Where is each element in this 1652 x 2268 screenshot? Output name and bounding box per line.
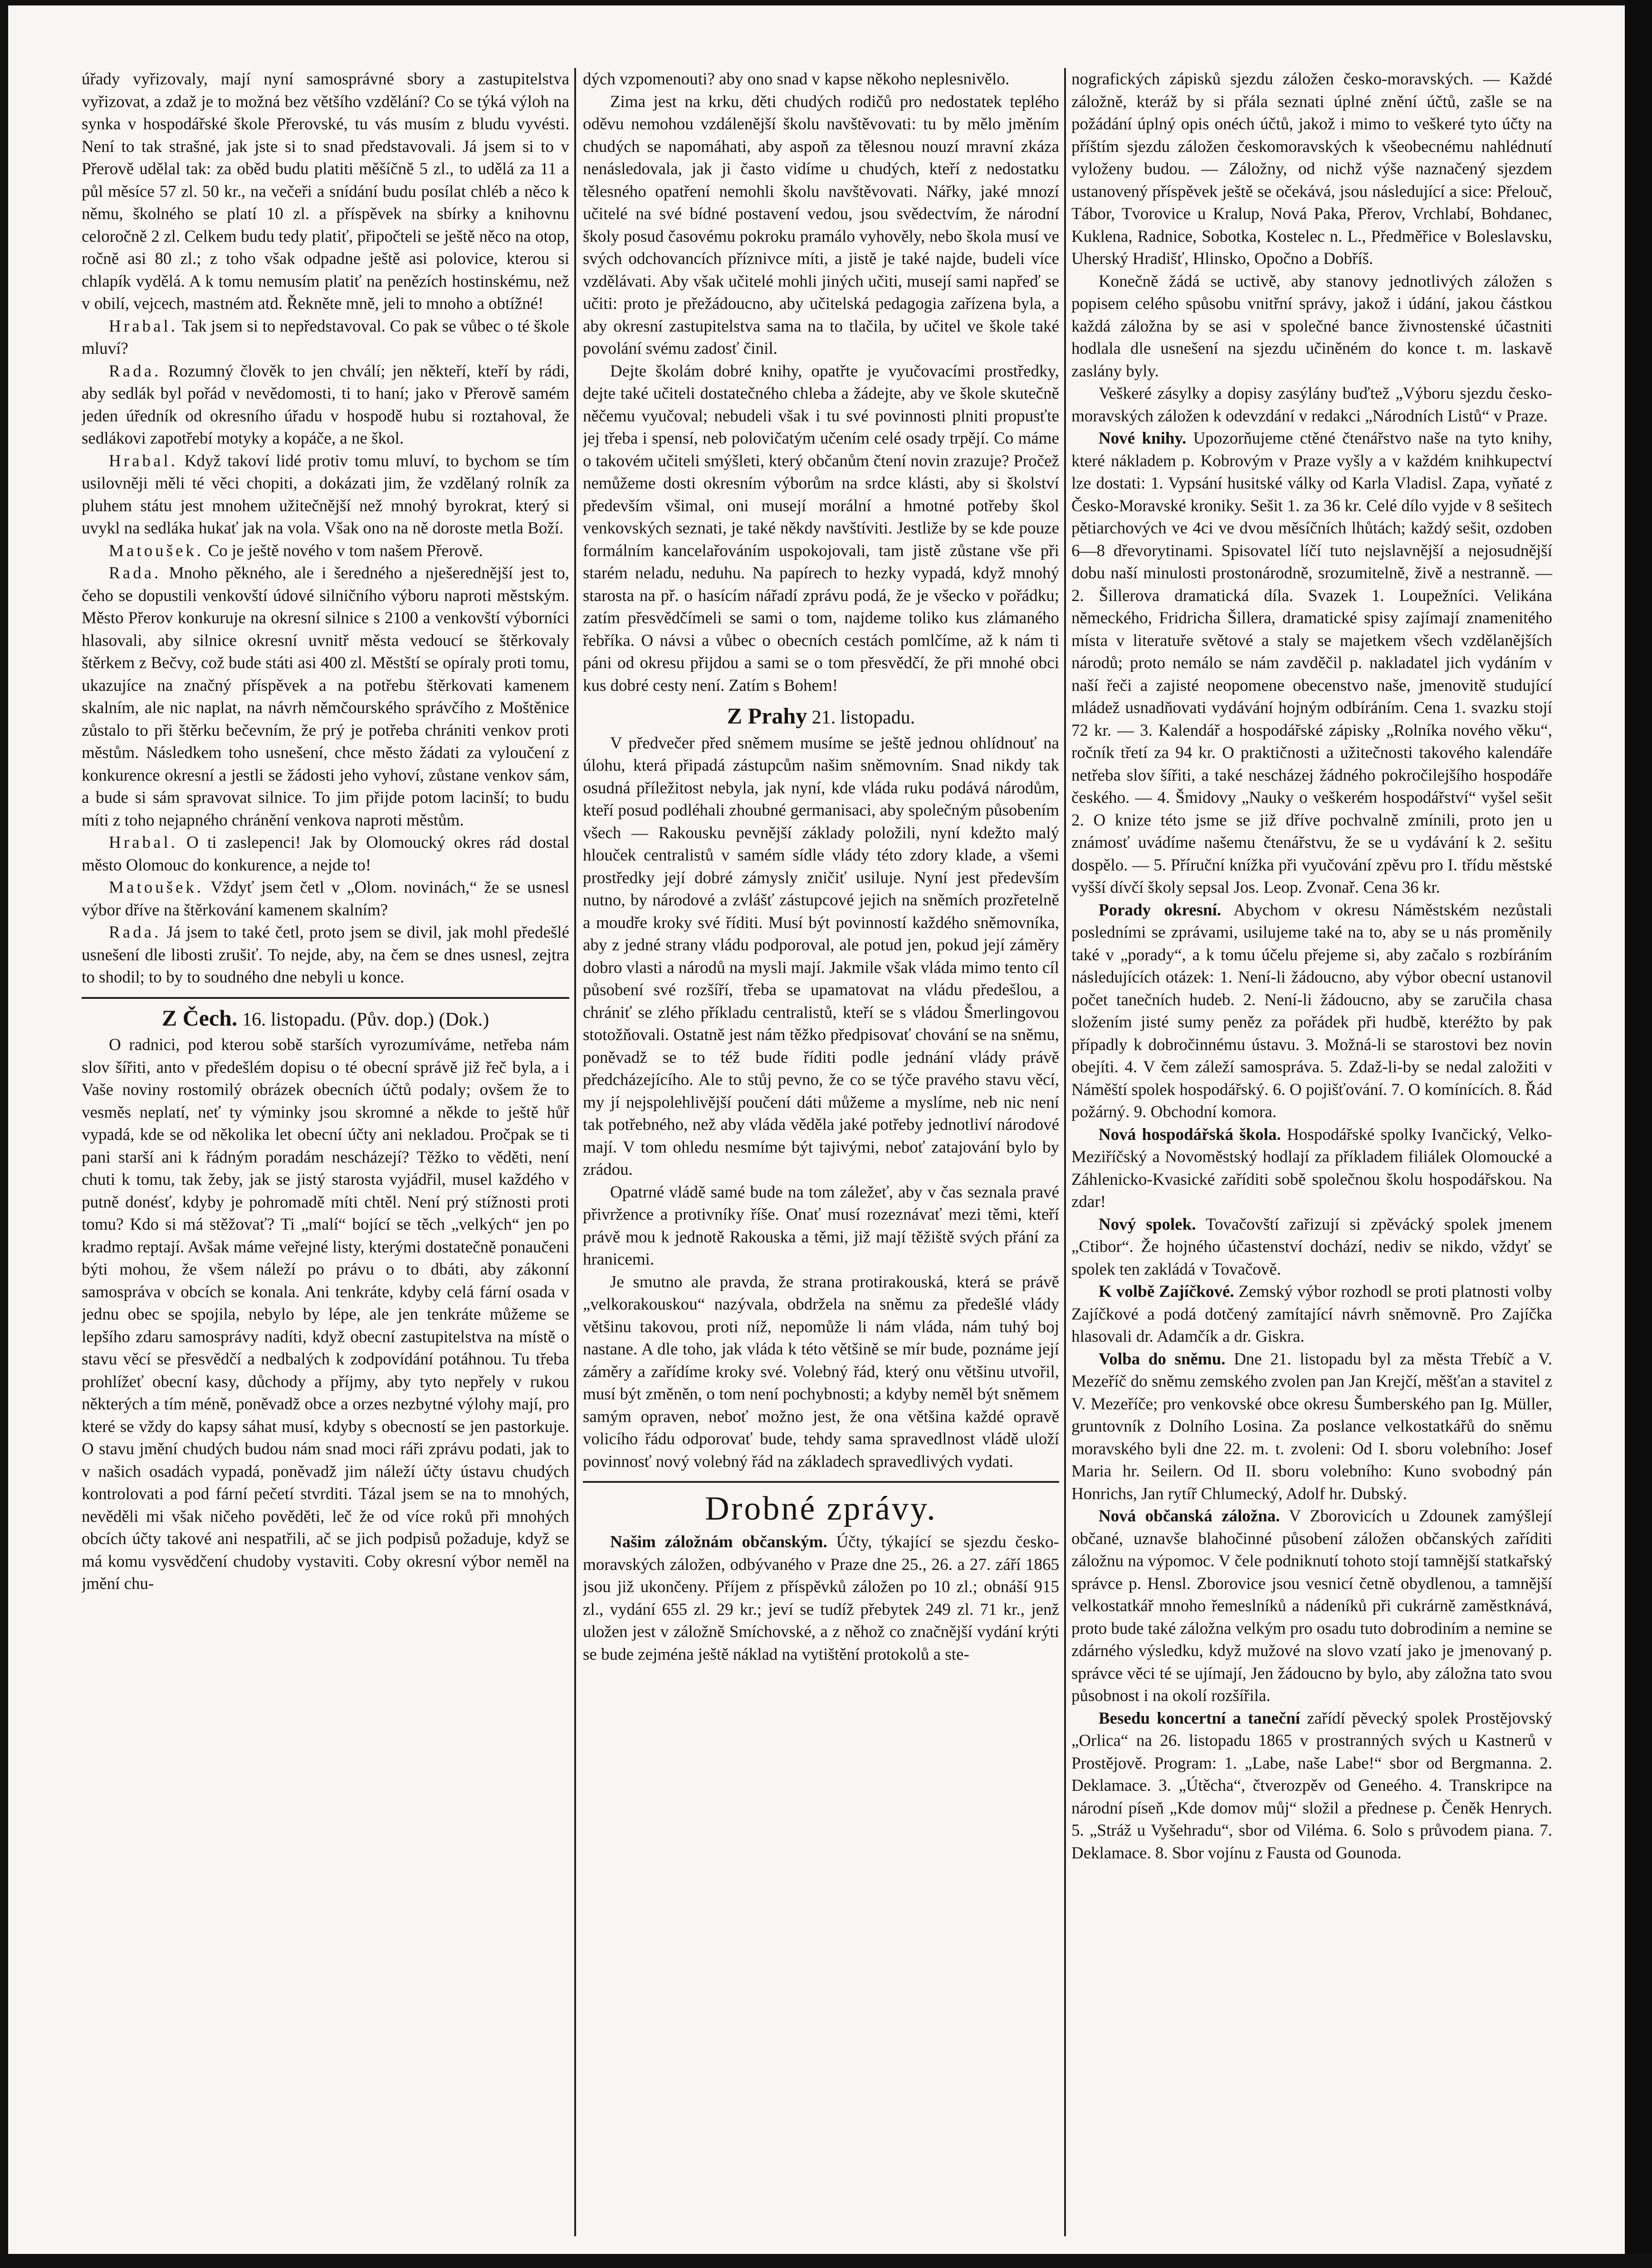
- speaker-name: Matoušek.: [109, 878, 204, 897]
- dialogue-text: Co je ještě nového v tom našem Přerově.: [208, 541, 483, 560]
- news-item-text: Hospodářské spolky Ivančický, Velko-Meziříčský a Novoměstský hodlají za příkladem filiálek Olomoucké a Záhlenicko-Kvasické zaříditi sobě společnou školu hospodářskou. Na zdar!: [1071, 1125, 1552, 1211]
- dialogue-paragraph: [82, 562, 569, 831]
- paragraph: Veškeré zásylky a dopisy zasýlány buďtež „Výboru sjezdu česko-moravských záložen k odevzdání v redakci „Národních Listů“ v Praze.: [1071, 384, 1552, 425]
- dialogue-paragraph: [82, 360, 569, 450]
- column-middle: [583, 68, 1059, 2236]
- news-item: [583, 1531, 1059, 1666]
- column-rule-left: [574, 68, 576, 2236]
- dialogue-text: Když takoví lidé protiv tomu mluví, to bychom se tím usilovněji měli té věci chopiti, a dokázati jim, že vzdělaný rolník za pluhem státu jest mnohem užitečnější než mnohý byrokrat, který si uvykl na sedláka hukať jak na vola. Však ono na ně doroste metla Boží.: [82, 451, 569, 538]
- news-item: [1071, 1707, 1552, 1865]
- speaker-name: Matoušek.: [109, 541, 204, 560]
- speaker-name: Hrabal.: [109, 833, 178, 852]
- dialogue-text: Rozumný člověk to jen chválí; jen někteří, kteří by rádi, aby sedlák byl pořád v nevědomosti, ti to haní; jako v Přerově samém jeden úředník od okresního úřadu v hospodě hubu si roztahoval, že sedlákovi zapotřebí motyky a kopáče, a ne škol.: [82, 362, 569, 448]
- news-item-text: zařídí pěvecký spolek Prostějovský „Orlica“ na 26. listopadu 1865 v prostranných svých u Kastnerů v Prostějově. Program: 1. „Labe, naše Labe!“ sbor od Bergmanna. 2. Deklamace. 3. „Útěcha“, čtverozpěv od Geneého. 4. Transkripce na národní píseň „Kde domov můj“ složil a přednese p. Čeněk Henrych. 5. „Stráž u Vyšehradu“, sbor od Viléma. 6. Solo s průvodem piana. 7. Deklamace. 8. Sbor vojínu z Fausta od Gounoda.: [1071, 1709, 1552, 1862]
- dialogue-text: O ti zaslepenci! Jak by Olomoucký okres rád dostal město Olomouc do konkurence, a nejde to!: [82, 833, 569, 875]
- news-item-lead: Nový spolek.: [1099, 1215, 1196, 1234]
- news-item: [1071, 1281, 1552, 1348]
- news-item-text: Abychom v okresu Náměstském nezůstali posledními se zprávami, usilujeme také na to, aby se u nás proměnily také v „porady“, a k tomu účelu přejeme si, aby začalo s rozbíráním následujících otázek: 1. Není-li žádoucno, aby výbor obecní ustanovil počet tanečních hudeb. 2. Není-li žádoucno, aby se zaručila chasa složením jisté sumy peněz za pořádek při hudbě, kteréžto by pak případly k dobročinnému ústavu. 3. Možná-li se starostovi bez novin obejíti. 4. V čem záleží samospráva. 5. Zdaž-li-by se nedal založiti v Náměští spolek hospodářský. 6. O pojišťování. 7. O komínících. 8. Řád požárný. 9. Obchodní komora.: [1071, 900, 1552, 1121]
- section-title-drobne-zpravy: Drobné zprávy.: [705, 1490, 937, 1527]
- news-item: [1071, 899, 1552, 1124]
- paragraph: Dejte školám dobré knihy, opatřte je vyučovacími prostředky, dejte také učiteli dostatečného chleba a žádejte, aby ve škole skutečně něčemu vyučoval; nebudeli však i tu své povinnosti plniti propusťte jej třeba i spensí, neb polovičatým učením celé osady trpějí. Co máme o takovém učiteli smýšleti, který občanům čtení novin zrazuje? Pročež nemůžeme dosti okresním výborům na srdce klásti, aby si školství především všimal, oni musejí morální a hmotné potřeby škol venkovských seznati, je také někdy navštíviti. Jestliže by se kde pouze formálním kancelařováním uspokojovali, tam jistě zůstane vše při starém neladu, neduhu. Na papírech to hezky vypadá, když mnohý starosta na př. o hasícím nářadí zprávu podá, že je všecko v pořádku; zatím přesvědčímeli se sami o tom, najdeme toliko kus zlámaného řebříka. O návsi a vůbec o obecních cestách pomlčíme, až k nám ti páni od okresu přijdou a sami se o tom přesvědčí, že při mnohé obci kus dobré cesty není. Zatím s Bohem!: [583, 362, 1059, 695]
- column-rule-right: [1064, 68, 1066, 2236]
- news-item-text: V Zborovicích u Zdounek zamýšlejí občané, uznavše blahočinné působení záložen občanských zaříditi záložnu na výpomoc. V čele podniknutí tohoto stojí tamnější statkařský správce p. Hensl. Zborovice jsou vesnicí četně obydlenou, a tamnější velkostatkář mnoho řemeslníků a nádeníků při cukrárně zaměstknává, proto bude také záložna velkým pro osadu tuto dobrodiním a nemine se zdárného výsledku, když mužové na slovo vzatí jako je jmenovaný p. správce věci té se ujímají, Jen žádoucno by bylo, aby záložna tato svou působnost i na okolí rozšířila.: [1071, 1507, 1552, 1705]
- speaker-name: Rada.: [109, 362, 161, 381]
- news-item-lead: Volba do sněmu.: [1099, 1349, 1226, 1369]
- dialogue-paragraph: [82, 921, 569, 989]
- news-item: [1071, 1505, 1552, 1707]
- news-item-lead: K volbě Zajíčkové.: [1099, 1282, 1234, 1301]
- scan-border-right: [1625, 0, 1652, 2268]
- paragraph: O radnici, pod kterou sobě starších vyrozumíváme, netřeba nám slov šířiti, anto v předešlém dopisu o té obecní správě již řeč byla, a i Vaše noviny rostomilý obrázek obecních účtů podaly; ovšem že to vesměs neplatí, neť ty výminky jsou skromné a někde to ještě hůř vypadá, kde se od několika let obecní účty ani nekladou. Pročpak se ti pani starší ani k řádným poradám nescházejí? Těžko to věděti, není chuti k tomu, tak žeby, jak se jistý starosta vyjádřil, musel každého v putně donésť, kdyby je pohromadě míti chtěl. Není prý stížnosti proti tomu? Kdo si má stěžovať? Ti „malí“ bojící se těch „velkých“ jen po kradmo reptají. Avšak máme veřejné listy, kterými dostatečně ponaučeni býti mohou, že všem náleží po právu o to dbáti, aby zákonní samospráva v obcích se konala. Ani tenkráte, kdyby celá fární osada v jednu obec se spojila, nebylo by lépe, ale jen tenkráte můžeme se lepšího zdaru samosprávy nadíti, když obecní zastupitelstva na místě o stavu věcí se přesvědčí a nedbalých k zodpovídání potáhnou. Tu třeba prohlížeť obecní kasy, důchody a příjmy, aby tyto nepřely v rukou některých a tím méně, poněvadž obce a orzes nezbytné výlohy mají, pro které se vždy do kapsy sáhat musí, kdyby s obecností se jen pastorkuje. O stavu jmění chudých budou nám snad moci ráři zprávu podati, jak to v našich osadách vypadá, poněvadž jim náleží účty ústavu chudých kontrolovati a pod fární pečetí stvrditi. Tázal jsem se na to mnohých, nevěděli mi však ničeho pověděti, leč že od více roků při mnohých obcích účty takové ani nespatřili, ač se jich podpisů požaduje, když se má komu vysvědčení chudoby vystaviti. Coby okresní výbor neměl na jmění chu-: [82, 1036, 569, 1593]
- column-right: [1071, 68, 1552, 2236]
- news-item-lead: Nová hospodářská škola.: [1099, 1125, 1281, 1144]
- paragraph: dých vzpomenouti? aby ono snad v kapse někoho neplesnivělo.: [583, 70, 1010, 88]
- paragraph: Konečně žádá se uctivě, aby stanovy jednotlivých záložen s popisem celého spůsobu vnitřní správy, jakož i údání, jakou částkou každá záložna by se asi v společné bance živnostenské účastniti hodlala dle usnešení na sjezdu učiněném do konce t. m. laskavě zaslány byly.: [1071, 272, 1552, 381]
- scan-border-left: [0, 0, 8, 2268]
- dialogue-paragraph: [82, 315, 569, 360]
- news-item-lead: Našim záložnám občanským.: [610, 1533, 827, 1551]
- paragraph: Je smutno ale pravda, že strana protirakouská, která se právě „velkorakouskou“ nazývala, obdržela na sněmu za předešlé vlády většinu takovou, proti níž, nepomůže li nám vláda, nám tuhý boj nastane. A dle toho, jak vláda k této většině se mír bude, poznáme její záměry a zařídíme kroky své. Volebný řád, který onu většinu utvořil, musí být změněn, o tom není pochybnosti; a kdyby neměl být sněmem samým opraven, neboť možno jest, že ona většina každé opravě volicího řádu odporovať bude, tehdy sama spravedlnost vládě uloží povinnosť nový volebný řád na základech spravedlivých vydati.: [583, 1272, 1059, 1471]
- dialogue-text: Tak jsem si to nepředstavoval. Co pak se vůbec o té škole mluví?: [82, 317, 569, 358]
- news-item: [1071, 427, 1552, 899]
- news-item-text: Dne 21. listopadu byl za města Třebíč a V. Mezeříč do sněmu zemského zvolen pan Jan Krejčí, měšťan a stavitel z V. Mezeříče; pro venkovské obce okresu Šumberského pan Ig. Müller, gruntovník z Dolního Losina. Za poslance velkostatkářů do sněmu moravského byli dne 22. m. t. zvoleni: Od I. sboru volebního: Josef Maria hr. Seilern. Od II. sboru volebního: Kuno svobodný pán Honrichs, Jan rytíř Chlumecký, Adolf hr. Dubský.: [1071, 1349, 1552, 1503]
- section-heading-z-cech: [82, 1007, 569, 1031]
- dialogue-text: Já jsem to také četl, proto jsem se divil, jak mohl předešlé usnešení dle libosti zrušiť. To nejde, aby, na čem se dnes usnesl, zejtra to shodil; to by to soudného dne nebyli u konce.: [82, 923, 569, 987]
- news-item-text: Zemský výbor rozhodl se proti platnosti volby Zajíčkové a podá dotčený zamítající návrh sněmovně. Pro Zajíčka hlasovali dr. Adamčík a dr. Giskra.: [1071, 1282, 1552, 1346]
- paragraph: nografických zápisků sjezdu záložen česko-moravských. — Každé záložně, kteráž by si přála seznati úplné znění účtů, zašle se na požádání úplný opis onéch účtů, jakož i mimo to veškeré tyto účty na příštím sjezdu záložen českomoravských k všeobecnému nahlédnutí vyloženy budou. — Záložny, od nichž výše naznačený sjezdem ustanovený příspěvek ještě se očekává, jsou následující a sice: Přelouč, Tábor, Tvorovice u Kralup, Nová Paka, Přerov, Vrchlabí, Bohdanec, Kuklena, Radnice, Sobotka, Kostelec n. L., Předměřice v Boleslavsku, Uherský Hradišť, Hlinsko, Opočno a Dobříš.: [1071, 70, 1552, 268]
- news-item-lead: Besedu koncertní a taneční: [1099, 1709, 1300, 1728]
- heading-place: Z Čech.: [161, 1005, 238, 1031]
- section-divider: [583, 1481, 1059, 1483]
- heading-dateline: 16. listopadu. (Pův. dop.) (Dok.): [242, 1009, 489, 1030]
- column-left: [82, 68, 569, 2236]
- section-heading-z-prahy: [583, 705, 1059, 729]
- news-item-text: Účty, týkající se sjezdu česko-moravských záložen, odbývaného v Praze dne 25., 26. a 27. září 1865 jsou již ukončeny. Příjem z příspěvků záložen po 10 zl.; obnáší 915 zl., vydání 655 zl. 29 kr.; jeví se tudíž přebytek 249 zl. 71 kr., jenž uložen jest v záložně Smíchovské, a z něhož co značnější vydání krýti se bude zejména ještě náklad na vytištění protokolů a ste-: [583, 1533, 1059, 1664]
- speaker-name: Rada.: [109, 564, 161, 582]
- news-item-text: Tovačovští zařizují si zpěvácký spolek jmenem „Ctibor“. Že hojného účastenství dochází, nediv se nikdo, vždyť se spolek ten zakládá v Tovačově.: [1071, 1215, 1552, 1279]
- news-item: [1071, 1348, 1552, 1505]
- dialogue-paragraph: [82, 876, 569, 921]
- dialogue-paragraph: [82, 450, 569, 540]
- paragraph: Zima jest na krku, děti chudých rodičů pro nedostatek teplého oděvu nemohou vzdálenější školu navštěvovati: tu by mělo jměním chudých se napomáhati, aby aspoň za tělesnou nouzí mravní zkáza nenásledovala, jak ji často vidíme u chudých, kteří z nedostatku tělesného opatření nemohli školu navštěvovati. Nářky, jaké mnozí učitelé na své bídné postavení vedou, jsou svědectvím, že národní školy posud časovému pokroku pramálo vyhověly, nebo škola musí ve svých odchovancích příznivce míti, a jistě je také najde, budeli více vzdělávati. Aby však učitelé mohli jiných učiti, musejí sami napřeď se učiti: proto je přežádoucno, aby učitelská pedagogia zařízena byla, a aby okresní zastupitelstva sama na to tlačila, by učitel ve škole také povolání svému zadosť činil.: [583, 92, 1059, 358]
- scan-border-bottom: [0, 2254, 1652, 2268]
- news-item-lead: Nové knihy.: [1099, 429, 1187, 448]
- dialogue-text: Vždyť jsem četl v „Olom. novinách,“ že se usnesl výbor dříve na štěrkování kamenem skalním?: [82, 878, 569, 919]
- news-item: [1071, 1124, 1552, 1213]
- dialogue-paragraph: [82, 831, 569, 876]
- scan-border-top: [0, 0, 1652, 5]
- section-divider: [82, 997, 569, 999]
- news-item: [1071, 1213, 1552, 1281]
- paragraph: V předvečer před sněmem musíme se ještě jednou ohlídnouť na úlohu, která připadá zástupcům našim sněmovním. Snad nikdy tak osudná příležitost nebyla, jak nyní, kde vláda ruku podává národům, kteří posud podléhali zhoubné germanisaci, aby společným působením všech — Rakousku pevnější základy položili, nyní kdežto malý hlouček centralistů v samém sídle vlády této zdory klade, a všemi prostředky její dobré zámysly zničiť usiluje. Nyní jest především nutno, by národové a zvlášť zástupcové jejich na sněmích prozřetelně a moudře kroky své říditi. Musí být povinností každého sněmovníka, aby z jedné strany vládu podporoval, ale potud jen, pokud její záměry dobro vlasti a národů na mysli mají. Jakmile však vláda mimo tento cíl působení své rozšíří, třeba se upamatovat na vládu předešlou, a chrániť se zlého příkladu centralistů, kteří se s vládou Šmerlingovou stotožňovali. Ostatně jest nám těžko předpisovať chování se na sněmu, poněvadž se to též bude říditi podle jednání vlády právě předcházejícího. Ale to stůj pevno, že co se týče pravého stavu věcí, my jí nejspolehlivější poučení dáti můžeme a myslíme, neb nic není tak potřebného, než aby vláda věděla jaké potřeby jednotliví národové mají. V tom ohledu nesmíme být tajivými, neboť zatajování bylo by zrádou.: [583, 733, 1059, 1179]
- speaker-name: Hrabal.: [109, 317, 178, 336]
- dialogue-text: Mnoho pěkného, ale i šeredného a nješerednější jest to, čeho se dopustili venkovští údové silničního výboru naproti městským. Město Přerov konkuruje na okresní silnice s 2100 a venkovští výborníci hlasovali, aby silnice okresní uvnitř města vedoucí se štěrkovaly štěrkem z Bečvy, což bude státi asi 400 zl. Městští se opíraly proti tomu, ukazujíce na značný příspěvek a na potřebu štěrkovati kamenem skalním, ale nic naplat, na návrh němčourského správčího z Moštěnice zůstalo to při štěrku bečevním, že prý je potřeba chrániti venkov proti městům. Následkem toho usnešení, chce město žádati za vyloučení z konkurence okresní a jestli se žádosti jeho vyhoví, zůstane venkov sám, a bude si sám spravovat silnice. To jim přijde potom lacinší; to budu míti z toho nejapného chránění venkova naproti městům.: [82, 564, 569, 830]
- paragraph: Opatrné vládě samé bude na tom záležeť, aby v čas seznala pravé přivržence a protivníky říše. Onať musí rozeznávať mezi těmi, kteří právě mou k jednotě Rakouska a těmi, již mají těžiště svých přání za hranicemi.: [583, 1183, 1059, 1269]
- news-item-text: Upozorňujeme ctěné čtenářstvo naše na tyto knihy, které nákladem p. Kobrovým v Praze vyšly a v každém knihkupectví lze dostati: 1. Vypsání husitské války od Karla Vladisl. Zapa, vyňaté z Česko-Moravské kroniky. Sešit 1. za 36 kr. Celé dílo vyjde v 8 sešitech pětiarchových ve 4ci ve dvou měsíčních lhůtách; každý sešit, ozdoben 6—8 dřevorytinami. Spisovatel líčí tuto nejslavnější a nejosudnější dobu naší minulosti prostonárodně, srozumitelně, živě a nestranně. — 2. Šillerova dramatická díla. Svazek 1. Loupežníci. Velikána německého, Fridricha Šillera, dramatické spisy zajímají znamenitého místa v literatuře světové a staly se majetkem všech vzdělanějších národů; proto nemálo se nám zavděčil p. nakladatel jich vydáním v naší řeči a zajisté neopomene obecenstvo naše, jmenovitě studující mládež usnadňovati vydávání hojným odbíráním. Cena 1. svazku stojí 72 kr. — 3. Kalendář a hospodářské zápisky „Rolníka nového věku“, ročník třetí za 94 kr. O praktičnosti a užitečnosti takového kalendáře netřeba slov šířiti, a také nescházej žádného pokročilejšího hospodáře českého. — 4. Šmidovy „Nauky o veškerém hospodářství“ vyšel sešit 2. O knize této jsme se již dříve pochvalně zmínili, proto jen u známosť uvádíme našemu čtenářstvu, že se u vydávání k 2. sešitu dospělo. — 5. Příruční knížka při vyučování zpěvu pro I. třídu městské vyšší dívčí školy sepsal Jos. Leop. Zvonař. Cena 36 kr.: [1071, 429, 1552, 897]
- news-item-lead: Porady okresní.: [1099, 900, 1222, 919]
- paragraph: úřady vyřizovaly, mají nyní samosprávné sbory a zastupitelstva vyřizovat, a zdaž je to možná bez většího vzdělání? Co se týká výloh na synka v hospodářské škole Přerovské, tu vás musím z bludu vyvésti. Není to tak strašné, jak jste si to snad představovali. Já jsem si to v Přerově udělal tak: za oběd budu platiti měšíčně 5 zl., to udělá za 11 a půl měsíce 57 zl. 50 kr., na večeři a snídání budu posílat chléb a něco k němu, školného se platí 10 zl. a příspěvek na sbírky a knihovnu celoročně 2 zl. Celkem budu tedy platiť, připočteli se ještě něco na otop, ročně asi 80 zl.; z toho však odpadne ještě asi polovice, kterou si chlapík vydělá. A k tomu nemusím platiť na penězích hostinskému, než v obilí, vejcech, mastném atd. Řekněte mně, jeli to mnoho a obtížné!: [82, 70, 569, 313]
- speaker-name: Hrabal.: [109, 451, 178, 470]
- heading-place: Z Prahy: [727, 703, 807, 728]
- news-item-lead: Nová občanská záložna.: [1099, 1507, 1280, 1525]
- speaker-name: Rada.: [109, 923, 161, 942]
- dialogue-paragraph: [82, 540, 569, 562]
- heading-dateline: 21. listopadu.: [811, 707, 915, 728]
